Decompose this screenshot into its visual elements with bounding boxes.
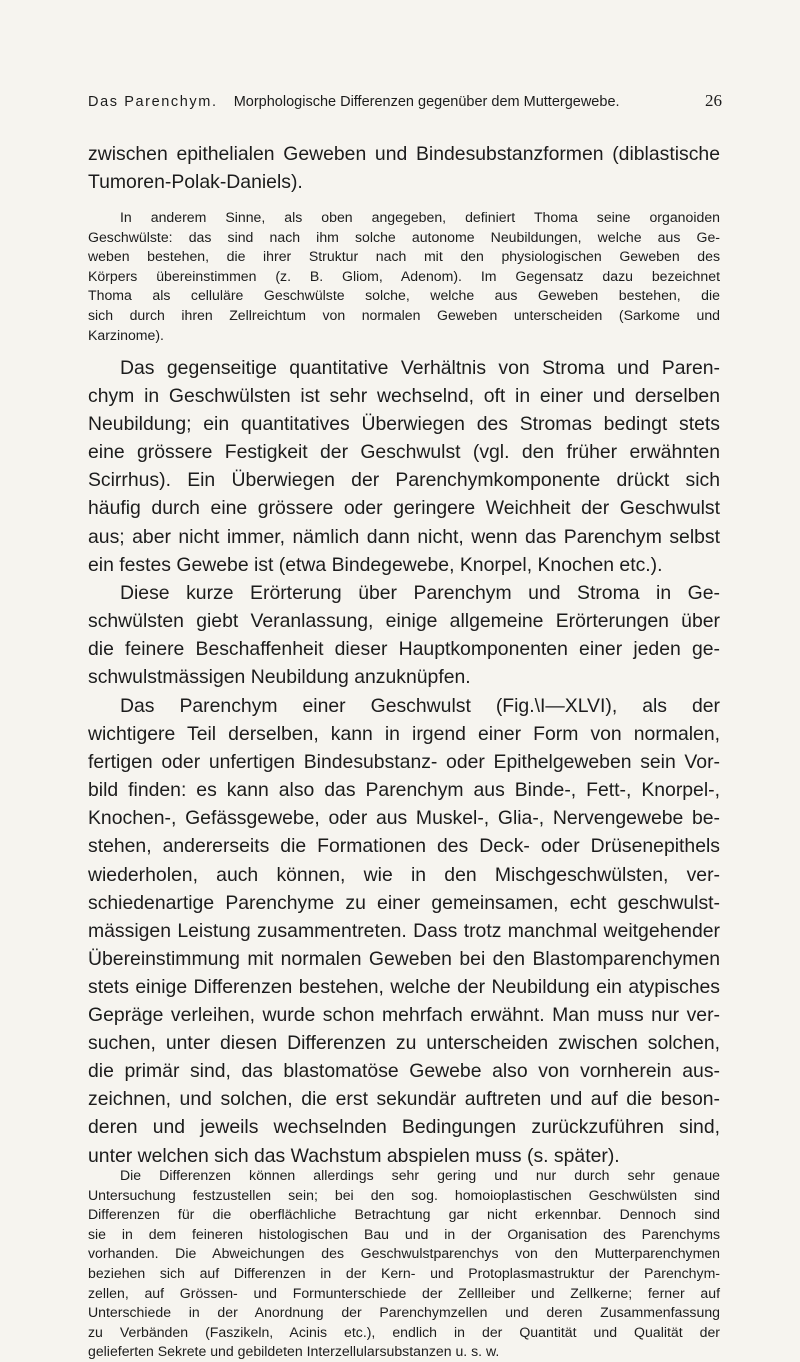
paragraph-3 xyxy=(88,579,720,691)
text-line: chym in Geschwülsten ist sehr wechselnd, oft in einer und derselben xyxy=(88,385,720,408)
running-header-title: Das Parenchym. xyxy=(88,94,218,110)
text-line: stehen, andererseits die Formationen des Deck- oder Drüsenepithels xyxy=(88,835,720,858)
text-line: wichtigere Teil derselben, kann in irgend einer Form von normalen, xyxy=(88,723,720,746)
text-line: Die Differenzen können allerdings sehr gering und nur durch sehr genaue xyxy=(120,1167,720,1183)
text-line: Differenzen für die oberflächliche Betrachtung gar nicht erkennbar. Dennoch sind xyxy=(88,1206,720,1223)
text-line: die feinere Beschaffenheit dieser Hauptkomponenten einer jeden ge- xyxy=(88,638,720,661)
paragraph-0 xyxy=(88,140,720,196)
text-line: wiederholen, auch können, wie in den Mischgeschwülsten, ver- xyxy=(88,863,720,886)
text-line: Das Parenchym einer Geschwulst (Fig.\I—XLVI), als der xyxy=(120,695,720,717)
text-line: die primär sind, das blastomatöse Gewebe also von vornherein aus- xyxy=(88,1060,720,1083)
text-line: Knochen-, Gefässgewebe, oder aus Muskel-, Glia-, Nervengewebe be- xyxy=(88,807,720,830)
running-header-subtitle: Morphologische Differenzen gegenüber dem Muttergewebe. xyxy=(233,94,620,110)
text-line: Neubildung; ein quantitatives Überwiegen des Stromas bedingt stets xyxy=(88,413,720,436)
text-line: Karzinome). xyxy=(88,326,164,343)
paragraph-2 xyxy=(88,354,720,579)
running-header xyxy=(88,91,722,110)
text-line: Unterschiede in der Anordnung der Parenchymzellen und deren Zusammenfassung xyxy=(88,1304,720,1321)
text-line: beziehen sich auf Differenzen in der Kern- und Protoplasmastruktur der Parenchym- xyxy=(88,1264,720,1281)
text-line: Tumoren-Polak-Daniels). xyxy=(88,171,303,194)
text-line: Diese kurze Erörterung über Parenchym und Stroma in Ge- xyxy=(120,582,720,604)
text-line: aus; aber nicht immer, nämlich dann nicht, wenn das Parenchym selbst xyxy=(88,525,720,548)
text-line: deren und jeweils wechselnden Bedingungen zurückzuführen sind, xyxy=(88,1116,720,1139)
text-line: eine grössere Festigkeit der Geschwulst (vgl. den früher erwähnten xyxy=(88,441,720,464)
text-line: weben bestehen, die ihrer Struktur nach mit den physiologischen Geweben des xyxy=(88,248,720,265)
text-line: Körpers übereinstimmen (z. B. Gliom, Adenom). Im Gegensatz dazu bezeichnet xyxy=(88,267,720,284)
text-line: schwülsten giebt Veranlassung, einige allgemeine Erörterungen über xyxy=(88,610,720,633)
text-line: schiedenartige Parenchyme zu einer gemeinsamen, echt geschwulst- xyxy=(88,891,720,914)
text-line: schwulstmässigen Neubildung anzuknüpfen. xyxy=(88,666,471,689)
text-line: Gepräge verleihen, wurde schon mehrfach erwähnt. Man muss nur ver- xyxy=(88,1004,720,1027)
text-line: unter welchen sich das Wachstum abspielen muss (s. später). xyxy=(88,1144,620,1167)
text-line: bild finden: es kann also das Parenchym aus Binde-, Fett-, Knorpel-, xyxy=(88,779,720,802)
text-line: zu Verbänden (Faszikeln, Acinis etc.), endlich in der Quantität und Qualität der xyxy=(88,1323,720,1340)
text-line: ein festes Gewebe ist (etwa Bindegewebe, Knorpel, Knochen etc.). xyxy=(88,553,663,576)
text-line: mässigen Leistung zusammentreten. Dass trotz manchmal weitgehender xyxy=(88,919,720,942)
text-line: Übereinstimmung mit normalen Geweben bei den Blastomparenchymen xyxy=(88,947,720,970)
text-line: zeichnen, und solchen, die erst sekundär auftreten und auf die beson- xyxy=(88,1088,720,1111)
paragraph-5-note xyxy=(88,1166,720,1362)
text-line: Thoma als celluläre Geschwülste solche, welche aus Geweben bestehen, die xyxy=(88,287,720,304)
text-line: In anderem Sinne, als oben angegeben, definiert Thoma seine organoiden xyxy=(120,209,720,225)
text-line: suchen, unter diesen Differenzen zu unterscheiden zwischen solchen, xyxy=(88,1032,720,1055)
text-line: Untersuchung festzustellen sein; bei den sog. homoioplastischen Geschwülsten sind xyxy=(88,1186,720,1203)
text-line: fertigen oder unfertigen Bindesubstanz- oder Epithelgeweben sein Vor- xyxy=(88,751,720,774)
page-number: 26 xyxy=(705,91,722,110)
text-line: Geschwülste: das sind nach ihm solche autonome Neubildungen, welche aus Ge- xyxy=(88,228,720,245)
text-line: sich durch ihren Zellreichtum von normalen Geweben unterscheiden (Sarkome und xyxy=(88,306,720,323)
text-line: stets einige Differenzen bestehen, welche der Neubildung ein atypisches xyxy=(88,975,720,998)
text-line: Das gegenseitige quantitative Verhältnis von Stroma und Paren- xyxy=(120,357,720,379)
text-line: gelieferten Sekrete und gebildeten Interzellularsubstanzen u. s. w. xyxy=(88,1343,500,1360)
text-line: sie in dem feineren histologischen Bau und in der Organisation des Parenchyms xyxy=(88,1225,720,1242)
paragraph-4 xyxy=(88,692,720,1170)
text-line: zellen, auf Grössen- und Formunterschiede der Zellleiber und Zellkerne; ferner auf xyxy=(88,1284,720,1301)
text-line: zwischen epithelialen Geweben und Bindesubstanzformen (diblastische xyxy=(88,143,720,165)
paragraph-1-note xyxy=(88,208,720,345)
text-line: vorhanden. Die Abweichungen des Geschwulstparenchys von den Mutterparenchymen xyxy=(88,1245,720,1262)
text-line: häufig durch eine grössere oder geringere Weichheit der Geschwulst xyxy=(88,497,720,520)
text-line: Scirrhus). Ein Überwiegen der Parenchymkomponente drückt sich xyxy=(88,469,720,492)
